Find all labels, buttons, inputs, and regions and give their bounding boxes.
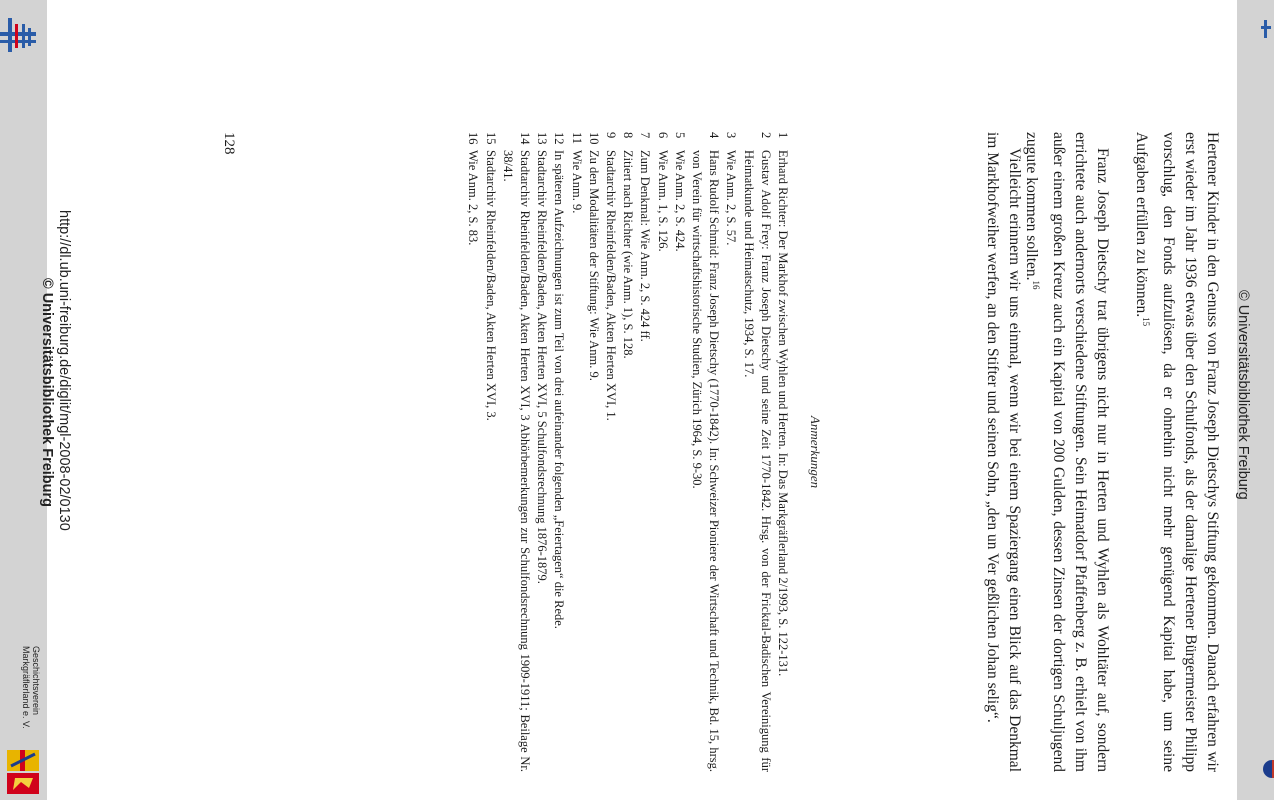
footer-copyright: © Universitätsbibliothek Freiburg xyxy=(39,278,55,508)
coat-of-arms-icon xyxy=(5,748,41,796)
note-item: 16 Wie Anm. 2, S. 83. xyxy=(466,132,481,246)
note-item: 6 Wie Anm. 1, S. 126. xyxy=(655,132,670,252)
note-item: 14 Stadtarchiv Rheinfelden/Baden, Akten Herten XVI, 3 Abhörbemerkungen zur Schulfondsrechnung 1909-1911; Beilage Nr. 38/41. xyxy=(500,132,532,772)
note-item: 15 Stadtarchiv Rheinfelden/Baden, Akten Herten XVI, 3. xyxy=(483,132,498,421)
top-copyright-fragment: © Universitätsbibliothek Freiburg xyxy=(1235,290,1251,500)
notes-list xyxy=(464,132,791,772)
note-item: 9 Stadtarchiv Rheinfelden/Baden, Akten Herten XVI, 1. xyxy=(603,132,618,421)
note-item: 5 Wie Anm. 2, S. 424. xyxy=(672,132,687,252)
ub-freiburg-logo-icon xyxy=(0,10,40,54)
emblem-icon xyxy=(1262,756,1274,782)
note-item: 4 Hans Rudolf Schmid: Franz Joseph Dietschy (1770-1842). In: Schweizer Pioniere der Wirtschaft und Technik, Bd. 15, hrsg. von Verein für wirtschaftshistorische Studien, Zürich 1964, S. 9-30. xyxy=(689,132,722,772)
document-page xyxy=(39,0,1251,800)
geschichtsverein-logo xyxy=(0,640,47,800)
note-item: 13 Stadtarchiv Rheinfelden/Baden, Akten Herten XVI, 5 Schulfondsrechnung 1876-1879. xyxy=(535,132,550,584)
logo-text-line1: Geschichtsverein xyxy=(31,646,41,716)
note-item: 7 Zum Denkmal: Wie Anm. 2, S. 424 ff. xyxy=(638,132,653,342)
ub-freiburg-mark-icon xyxy=(1261,20,1271,38)
logo-text-line2: Markgräflerland e. V. xyxy=(21,646,31,729)
footnote-ref-16: 16 xyxy=(1031,280,1041,290)
note-item: 3 Wie Anm. 2, S. 57. xyxy=(724,132,739,246)
note-item: 10 Zu den Modalitäten der Stiftung: Wie Anm. 9. xyxy=(586,132,601,381)
note-item: 12 In späteren Aufzeichnungen ist zum Teil von drei aufeinander folgenden „Feiertagen“ die Rede. xyxy=(552,132,567,629)
note-item: 8 Zitiert nach Richter (wie Anm. 1), S. 128. xyxy=(621,132,636,359)
note-item: 1 Erhard Richter: Der Markhof zwischen Wyhlen und Herten. In: Das Markgräflerland 2/1993, S. 122-131. xyxy=(776,132,790,677)
note-item: 2 Gustav Adolf Frey: Franz Joseph Dietschy und seine Zeit 1770-1842. Hrsg. von der Fricktal-Badischen Vereinigung für Heimatkunde und Heimatschutz, 1934, S. 17. xyxy=(741,132,773,772)
footer-url-link[interactable]: http://dl.ub.uni-freiburg.de/diglit/mgl-2008-02/0130 xyxy=(56,210,72,531)
footnote-ref-15: 15 xyxy=(1141,317,1151,327)
page-number: 128 xyxy=(221,132,237,155)
notes-heading: Anmerkungen xyxy=(808,415,823,489)
body-paragraph-2: Franz Joseph Dietschy trat übrigens nicht nur in Herten und Wyhlen als Wohltäter auf, sondern errichtete auch andernorts verschiedene Stiftungen. Sein Heimatdorf Pfaffenberg z. B. erhielt von ihm außer einem großen Kreuz auch ein Kapital von 200 Gulden, dessen Zinsen der dortigen Schuljugend zugute kommen sollten.$^{16}$ xyxy=(1022,132,1111,772)
note-item: 11 Wie Anm. 9. xyxy=(569,132,584,214)
body-paragraph-3: Vielleicht erinnern wir uns einmal, wenn wir bei einem Spaziergang einen Blick auf das Denkmal im Markhofweiher werfen, an den Stifter und seinen Sohn, „den un Ver geßlichen Johan selig“. xyxy=(984,132,1023,772)
body-paragraph-1: Hertener Kinder in den Genuss von Franz Joseph Dietschys Stiftung gekommen. Danach erfahren wir erst wieder im Jahr 1936 etwas über den Schulfonds, als der damalige Hertener Bürgermeister Philipp vorschlug, den Fonds aufzulösen, da er ohnehin nicht mehr genügend Kapital habe, um seine Aufgaben erfüllen zu können.$^{15}$ xyxy=(1132,132,1221,772)
